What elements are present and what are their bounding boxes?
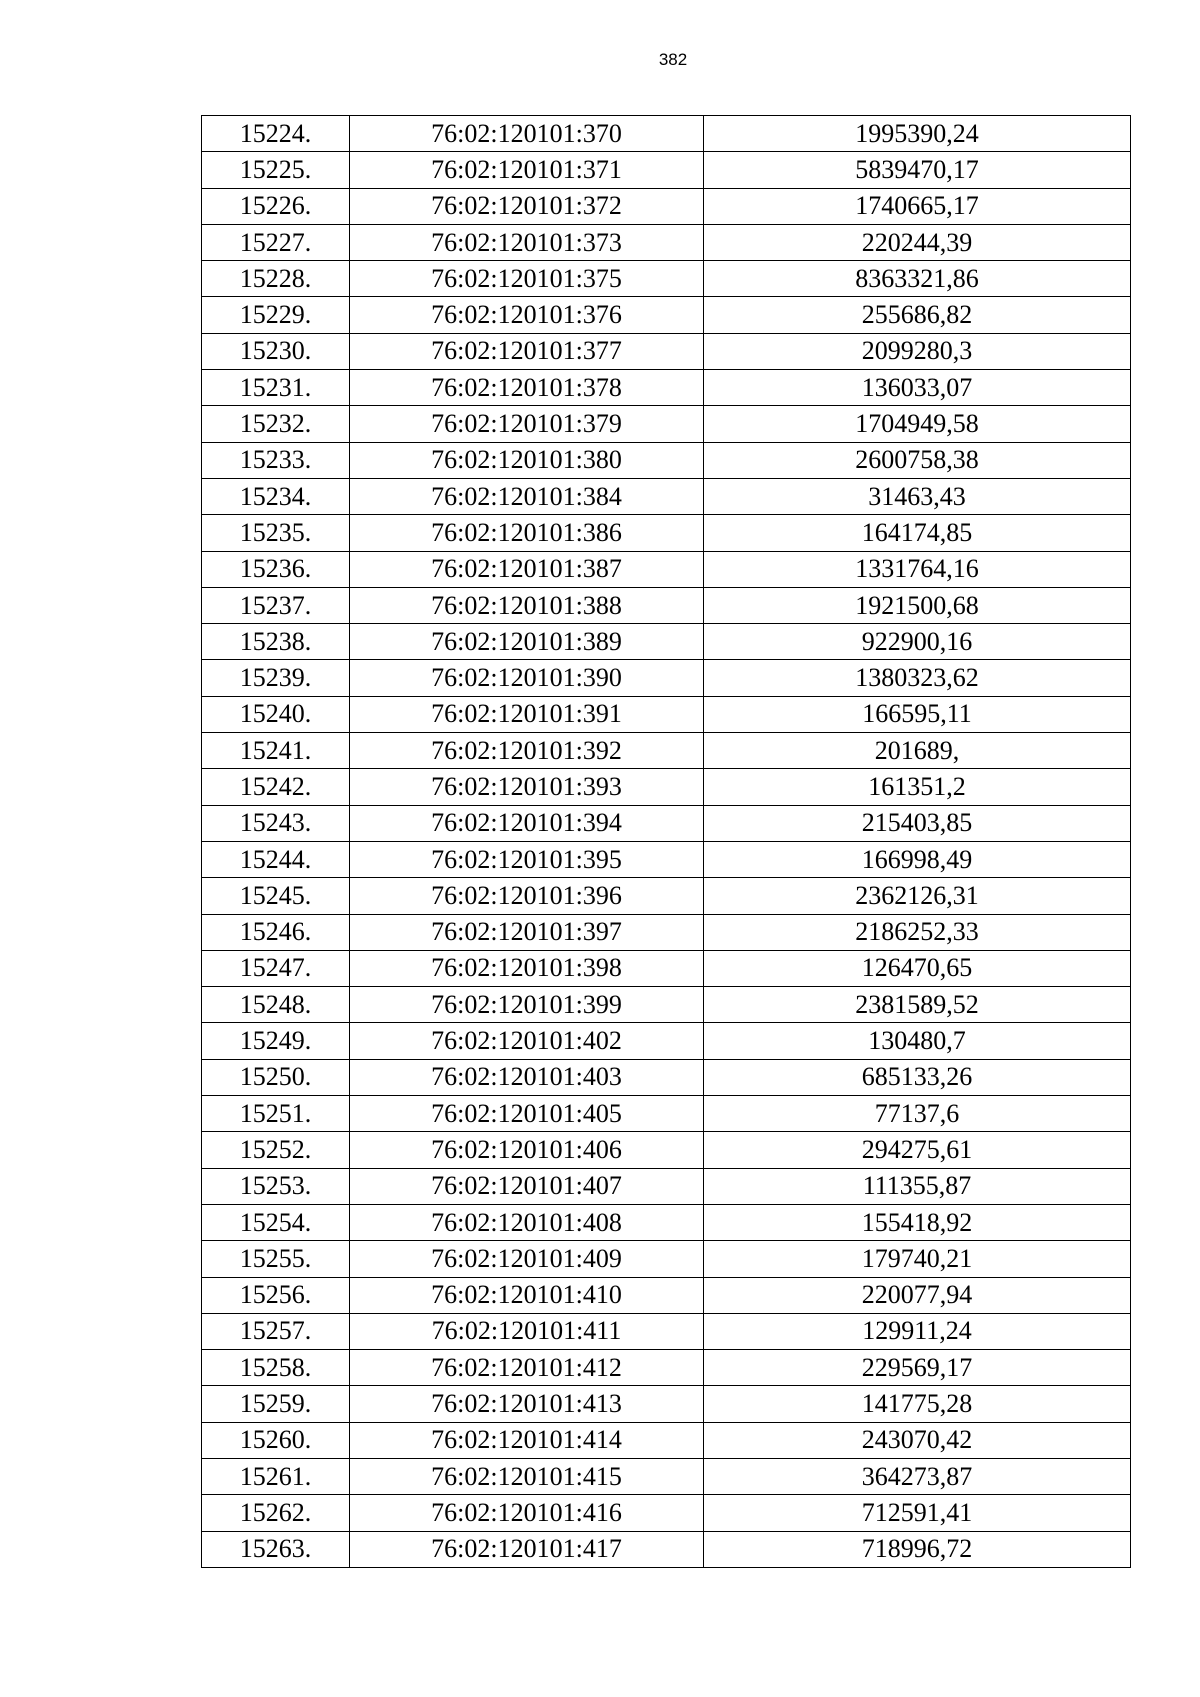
row-number-cell: 15253.: [202, 1168, 350, 1204]
cadastral-number-cell: 76:02:120101:394: [350, 805, 704, 841]
cadastral-number-cell: 76:02:120101:399: [350, 987, 704, 1023]
row-number-cell: 15262.: [202, 1495, 350, 1531]
row-number-cell: 15233.: [202, 442, 350, 478]
value-cell: 1995390,24: [704, 116, 1131, 152]
table-row: [202, 1313, 1131, 1349]
table-row: [202, 914, 1131, 950]
value-cell: 155418,92: [704, 1204, 1131, 1240]
value-cell: 8363321,86: [704, 261, 1131, 297]
cadastral-number-cell: 76:02:120101:386: [350, 515, 704, 551]
table-row: [202, 224, 1131, 260]
table-row: [202, 1422, 1131, 1458]
table-row: [202, 805, 1131, 841]
row-number-cell: 15249.: [202, 1023, 350, 1059]
table-row: [202, 297, 1131, 333]
value-cell: 161351,2: [704, 769, 1131, 805]
row-number-cell: 15257.: [202, 1313, 350, 1349]
value-cell: 130480,7: [704, 1023, 1131, 1059]
row-number-cell: 15254.: [202, 1204, 350, 1240]
row-number-cell: 15226.: [202, 188, 350, 224]
cadastral-number-cell: 76:02:120101:379: [350, 406, 704, 442]
cadastral-number-cell: 76:02:120101:376: [350, 297, 704, 333]
table-row: [202, 406, 1131, 442]
value-cell: 255686,82: [704, 297, 1131, 333]
value-cell: 718996,72: [704, 1531, 1131, 1567]
value-cell: 1380323,62: [704, 660, 1131, 696]
value-cell: 166595,11: [704, 696, 1131, 732]
value-cell: 220077,94: [704, 1277, 1131, 1313]
value-cell: 922900,16: [704, 624, 1131, 660]
row-number-cell: 15246.: [202, 914, 350, 950]
row-number-cell: 15263.: [202, 1531, 350, 1567]
row-number-cell: 15239.: [202, 660, 350, 696]
row-number-cell: 15244.: [202, 841, 350, 877]
row-number-cell: 15232.: [202, 406, 350, 442]
table-row: [202, 370, 1131, 406]
value-cell: 364273,87: [704, 1458, 1131, 1494]
value-cell: 294275,61: [704, 1132, 1131, 1168]
cadastral-number-cell: 76:02:120101:415: [350, 1458, 704, 1494]
cadastral-number-cell: 76:02:120101:395: [350, 841, 704, 877]
table-row: [202, 152, 1131, 188]
cadastral-number-cell: 76:02:120101:387: [350, 551, 704, 587]
table-row: [202, 1023, 1131, 1059]
table-row: [202, 1204, 1131, 1240]
row-number-cell: 15234.: [202, 478, 350, 514]
table-row: [202, 1458, 1131, 1494]
cadastral-number-cell: 76:02:120101:384: [350, 478, 704, 514]
value-cell: 129911,24: [704, 1313, 1131, 1349]
table-row: [202, 624, 1131, 660]
value-cell: 712591,41: [704, 1495, 1131, 1531]
cadastral-number-cell: 76:02:120101:411: [350, 1313, 704, 1349]
row-number-cell: 15240.: [202, 696, 350, 732]
row-number-cell: 15255.: [202, 1241, 350, 1277]
value-cell: 220244,39: [704, 224, 1131, 260]
cadastral-number-cell: 76:02:120101:396: [350, 878, 704, 914]
table-row: [202, 841, 1131, 877]
table-row: [202, 733, 1131, 769]
cadastral-number-cell: 76:02:120101:397: [350, 914, 704, 950]
value-cell: 77137,6: [704, 1096, 1131, 1132]
table-row: [202, 188, 1131, 224]
row-number-cell: 15230.: [202, 333, 350, 369]
value-cell: 2600758,38: [704, 442, 1131, 478]
cadastral-number-cell: 76:02:120101:380: [350, 442, 704, 478]
cadastral-number-cell: 76:02:120101:402: [350, 1023, 704, 1059]
row-number-cell: 15260.: [202, 1422, 350, 1458]
cadastral-number-cell: 76:02:120101:417: [350, 1531, 704, 1567]
row-number-cell: 15229.: [202, 297, 350, 333]
cadastral-number-cell: 76:02:120101:403: [350, 1059, 704, 1095]
cadastral-number-cell: 76:02:120101:409: [350, 1241, 704, 1277]
cadastral-number-cell: 76:02:120101:412: [350, 1350, 704, 1386]
value-cell: 126470,65: [704, 950, 1131, 986]
row-number-cell: 15259.: [202, 1386, 350, 1422]
cadastral-number-cell: 76:02:120101:413: [350, 1386, 704, 1422]
cadastral-number-cell: 76:02:120101:414: [350, 1422, 704, 1458]
value-cell: 201689,: [704, 733, 1131, 769]
cadastral-number-cell: 76:02:120101:406: [350, 1132, 704, 1168]
cadastral-number-cell: 76:02:120101:378: [350, 370, 704, 406]
value-cell: 243070,42: [704, 1422, 1131, 1458]
page-number: 382: [658, 50, 688, 69]
table-row: [202, 1531, 1131, 1567]
table-row: [202, 1096, 1131, 1132]
table-row: [202, 261, 1131, 297]
value-cell: 1704949,58: [704, 406, 1131, 442]
table-row: [202, 696, 1131, 732]
table-row: [202, 1132, 1131, 1168]
value-cell: 1921500,68: [704, 587, 1131, 623]
row-number-cell: 15256.: [202, 1277, 350, 1313]
value-cell: 179740,21: [704, 1241, 1131, 1277]
cadastral-number-cell: 76:02:120101:370: [350, 116, 704, 152]
value-cell: 141775,28: [704, 1386, 1131, 1422]
table-row: [202, 333, 1131, 369]
value-cell: 229569,17: [704, 1350, 1131, 1386]
row-number-cell: 15245.: [202, 878, 350, 914]
row-number-cell: 15238.: [202, 624, 350, 660]
row-number-cell: 15227.: [202, 224, 350, 260]
cadastral-number-cell: 76:02:120101:373: [350, 224, 704, 260]
table-row: [202, 878, 1131, 914]
value-cell: 2362126,31: [704, 878, 1131, 914]
row-number-cell: 15228.: [202, 261, 350, 297]
table-row: [202, 1386, 1131, 1422]
table-row: [202, 1059, 1131, 1095]
table-row: [202, 551, 1131, 587]
value-cell: 2381589,52: [704, 987, 1131, 1023]
table-row: [202, 1495, 1131, 1531]
cadastral-number-cell: 76:02:120101:407: [350, 1168, 704, 1204]
value-cell: 2099280,3: [704, 333, 1131, 369]
value-cell: 1740665,17: [704, 188, 1131, 224]
row-number-cell: 15248.: [202, 987, 350, 1023]
value-cell: 215403,85: [704, 805, 1131, 841]
cadastral-number-cell: 76:02:120101:371: [350, 152, 704, 188]
row-number-cell: 15237.: [202, 587, 350, 623]
row-number-cell: 15261.: [202, 1458, 350, 1494]
table-row: [202, 1168, 1131, 1204]
value-cell: 166998,49: [704, 841, 1131, 877]
row-number-cell: 15242.: [202, 769, 350, 805]
value-cell: 1331764,16: [704, 551, 1131, 587]
cadastral-number-cell: 76:02:120101:391: [350, 696, 704, 732]
value-cell: 111355,87: [704, 1168, 1131, 1204]
table-row: [202, 1241, 1131, 1277]
value-cell: 2186252,33: [704, 914, 1131, 950]
row-number-cell: 15236.: [202, 551, 350, 587]
table-row: [202, 1277, 1131, 1313]
row-number-cell: 15224.: [202, 116, 350, 152]
cadastral-number-cell: 76:02:120101:390: [350, 660, 704, 696]
table-row: [202, 116, 1131, 152]
table-row: [202, 478, 1131, 514]
table-row: [202, 769, 1131, 805]
value-cell: 685133,26: [704, 1059, 1131, 1095]
cadastral-number-cell: 76:02:120101:392: [350, 733, 704, 769]
cadastral-number-cell: 76:02:120101:398: [350, 950, 704, 986]
row-number-cell: 15231.: [202, 370, 350, 406]
cadastral-number-cell: 76:02:120101:410: [350, 1277, 704, 1313]
value-cell: 31463,43: [704, 478, 1131, 514]
cadastral-number-cell: 76:02:120101:393: [350, 769, 704, 805]
cadastral-number-cell: 76:02:120101:372: [350, 188, 704, 224]
table-row: [202, 660, 1131, 696]
value-cell: 136033,07: [704, 370, 1131, 406]
row-number-cell: 15225.: [202, 152, 350, 188]
table-body: [202, 116, 1131, 1568]
row-number-cell: 15258.: [202, 1350, 350, 1386]
cadastral-number-cell: 76:02:120101:388: [350, 587, 704, 623]
cadastral-number-cell: 76:02:120101:416: [350, 1495, 704, 1531]
row-number-cell: 15235.: [202, 515, 350, 551]
table-row: [202, 987, 1131, 1023]
cadastral-number-cell: 76:02:120101:405: [350, 1096, 704, 1132]
row-number-cell: 15251.: [202, 1096, 350, 1132]
cadastral-value-table: [201, 115, 1131, 1568]
value-cell: 5839470,17: [704, 152, 1131, 188]
table-row: [202, 950, 1131, 986]
table-row: [202, 515, 1131, 551]
cadastral-number-cell: 76:02:120101:389: [350, 624, 704, 660]
row-number-cell: 15250.: [202, 1059, 350, 1095]
row-number-cell: 15243.: [202, 805, 350, 841]
table-row: [202, 1350, 1131, 1386]
row-number-cell: 15241.: [202, 733, 350, 769]
cadastral-number-cell: 76:02:120101:377: [350, 333, 704, 369]
cadastral-number-cell: 76:02:120101:375: [350, 261, 704, 297]
row-number-cell: 15252.: [202, 1132, 350, 1168]
table-row: [202, 442, 1131, 478]
table-row: [202, 587, 1131, 623]
value-cell: 164174,85: [704, 515, 1131, 551]
row-number-cell: 15247.: [202, 950, 350, 986]
cadastral-number-cell: 76:02:120101:408: [350, 1204, 704, 1240]
